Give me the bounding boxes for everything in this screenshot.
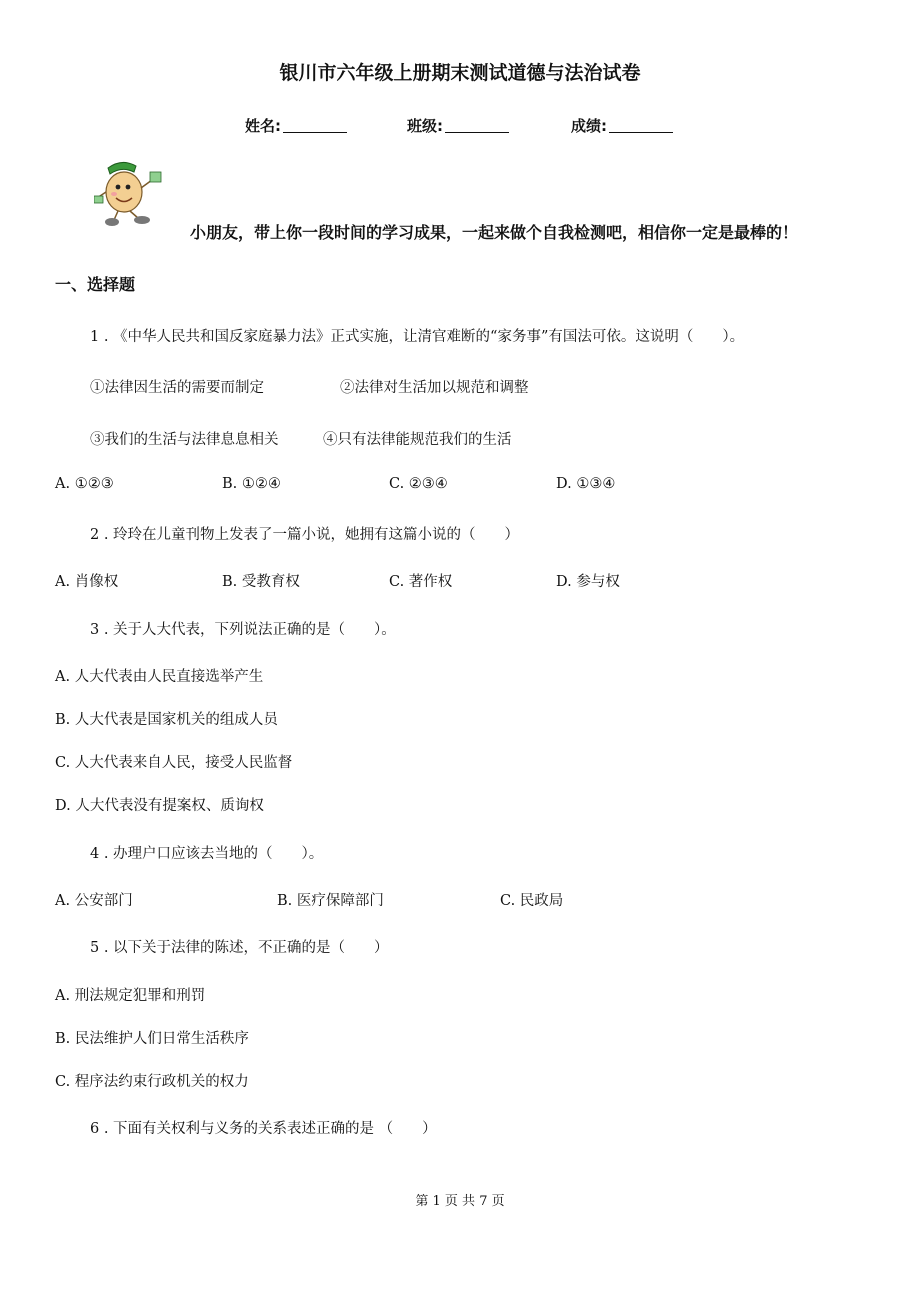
question-4-option-a: A. 公安部门 bbox=[55, 893, 133, 909]
mascot-icon bbox=[94, 158, 168, 230]
class-blank bbox=[445, 118, 509, 133]
page-title: 银川市六年级上册期末测试道德与法治试卷 bbox=[279, 62, 641, 84]
question-4-option-c: C. 民政局 bbox=[500, 893, 564, 909]
question-1-statement-4: ④只有法律能规范我们的生活 bbox=[323, 432, 512, 448]
page-footer: 第 1 页 共 7 页 bbox=[415, 1194, 505, 1209]
question-1-stem: 1 . 《中华人民共和国反家庭暴力法》正式实施，让清官难断的“家务事”有国法可依。这说明（ ）。 bbox=[90, 329, 745, 345]
question-5-option-c: C. 程序法约束行政机关的权力 bbox=[55, 1074, 249, 1090]
question-3-stem: 3 . 关于人大代表，下列说法正确的是（ ）。 bbox=[90, 622, 396, 638]
question-3-option-c: C. 人大代表来自人民，接受人民监督 bbox=[55, 755, 293, 771]
class-field bbox=[407, 115, 509, 136]
score-blank bbox=[609, 118, 673, 133]
greeting-text: 小朋友，带上你一段时间的学习成果，一起来做个自我检测吧，相信你一定是最棒的！ bbox=[190, 223, 799, 242]
question-1-option-c: C. ②③④ bbox=[389, 476, 448, 492]
question-4-option-b: B. 医疗保障部门 bbox=[277, 893, 384, 909]
score-label: 成绩: bbox=[571, 117, 607, 135]
question-1-option-d: D. ①③④ bbox=[556, 476, 616, 492]
question-2-option-d: D. 参与权 bbox=[556, 574, 620, 590]
question-3-option-a: A. 人大代表由人民直接选举产生 bbox=[55, 669, 264, 685]
question-1-statement-2: ②法律对生活加以规范和调整 bbox=[340, 380, 529, 396]
class-label: 班级: bbox=[407, 117, 443, 135]
question-1-option-b: B. ①②④ bbox=[222, 476, 281, 492]
question-5-option-b: B. 民法维护人们日常生活秩序 bbox=[55, 1031, 249, 1047]
question-2-option-b: B. 受教育权 bbox=[222, 574, 300, 590]
question-1-option-a: A. ①②③ bbox=[55, 476, 114, 492]
question-6-stem: 6 . 下面有关权利与义务的关系表述正确的是 （ ） bbox=[90, 1121, 437, 1137]
name-field bbox=[245, 115, 347, 136]
name-blank bbox=[283, 118, 347, 133]
section-heading: 一、选择题 bbox=[55, 275, 136, 294]
question-4-stem: 4 . 办理户口应该去当地的（ ）。 bbox=[90, 846, 324, 862]
question-3-option-d: D. 人大代表没有提案权、质询权 bbox=[55, 798, 264, 814]
question-5-option-a: A. 刑法规定犯罪和刑罚 bbox=[55, 988, 206, 1004]
score-field bbox=[571, 115, 673, 136]
question-2-stem: 2 . 玲玲在儿童刊物上发表了一篇小说，她拥有这篇小说的（ ） bbox=[90, 527, 520, 543]
question-1-statement-1: ①法律因生活的需要而制定 bbox=[90, 380, 264, 396]
question-1-statement-3: ③我们的生活与法律息息相关 bbox=[90, 432, 279, 448]
question-2-option-c: C. 著作权 bbox=[389, 574, 453, 590]
question-3-option-b: B. 人大代表是国家机关的组成人员 bbox=[55, 712, 278, 728]
question-5-stem: 5 . 以下关于法律的陈述，不正确的是（ ） bbox=[90, 940, 389, 956]
name-label: 姓名: bbox=[245, 117, 281, 135]
question-2-option-a: A. 肖像权 bbox=[55, 574, 119, 590]
